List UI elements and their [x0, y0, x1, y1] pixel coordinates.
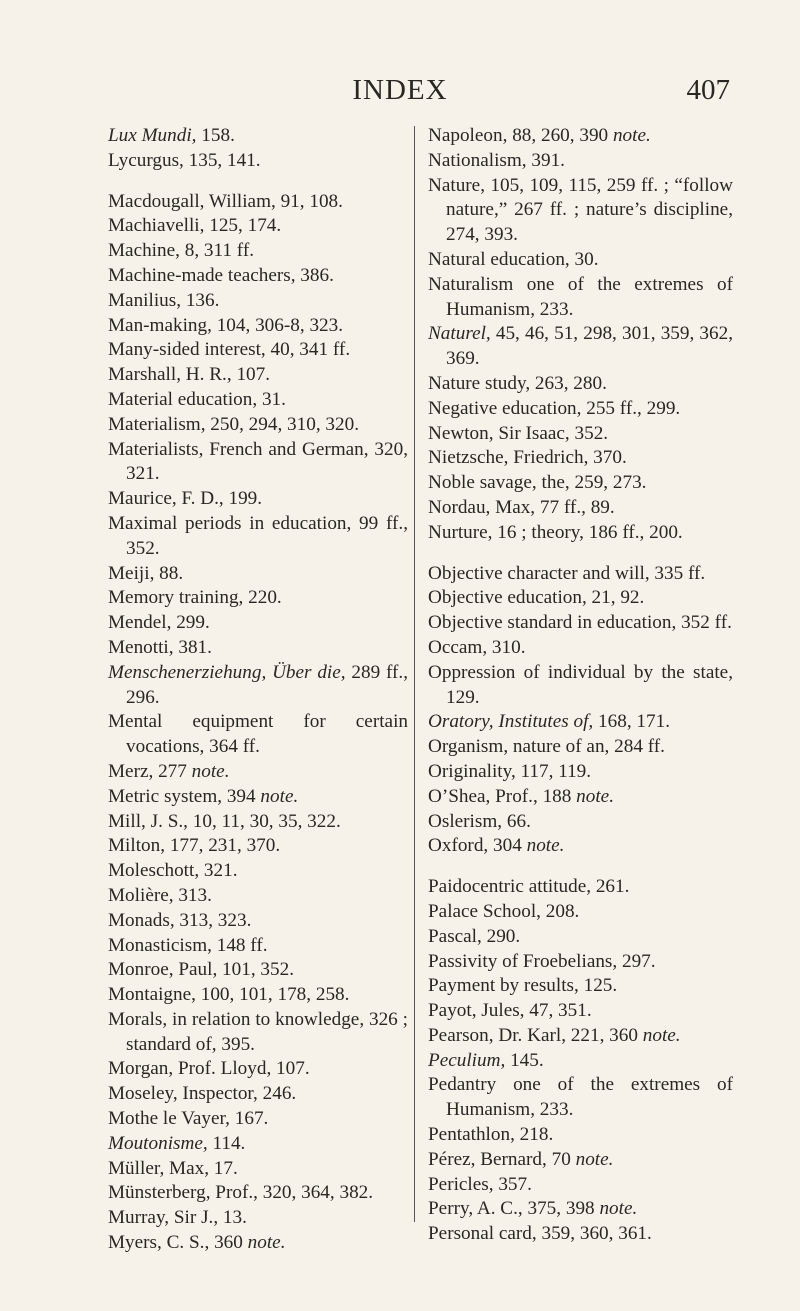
index-entry-text: Material education, 31.: [108, 388, 286, 410]
page-number: 407: [686, 74, 730, 106]
index-entry: [108, 363, 408, 388]
index-entry: [428, 810, 733, 835]
index-entry-text: Machine-made teachers, 386.: [108, 264, 334, 286]
index-entry: [108, 934, 408, 959]
index-entry-text: Machine, 8, 311 ff.: [108, 240, 255, 262]
index-entry: [108, 760, 408, 785]
index-entry: [108, 1082, 408, 1107]
index-entry: [108, 314, 408, 339]
index-entry-text: Pedantry one of the extremes of Humanism, 233.: [428, 1074, 733, 1121]
index-entry-italic-text: Oratory, Institutes of,: [428, 711, 594, 733]
index-entry-italic-text: note.: [247, 1232, 286, 1254]
index-entry-text: 158.: [196, 125, 235, 146]
index-entry: [108, 586, 408, 611]
index-entry-text: Noble savage, the, 259, 273.: [428, 472, 647, 494]
index-letter-group: [428, 124, 733, 546]
index-entry: [108, 487, 408, 512]
index-entry: [108, 1008, 408, 1058]
index-entry-text: Monasticism, 148 ff.: [108, 934, 268, 956]
index-entry-text: Objective standard in education, 352 ff.: [428, 612, 732, 634]
index-entry-text: Mothe le Vayer, 167.: [108, 1108, 269, 1130]
index-entry-text: Materialists, French and German, 320, 321.: [108, 438, 408, 485]
index-entry-text: Nietzsche, Friedrich, 370.: [428, 447, 627, 469]
index-entry-italic-text: note.: [599, 1198, 638, 1220]
index-entry: [108, 1132, 408, 1157]
column-divider: [414, 126, 415, 1222]
index-entry: [108, 124, 408, 149]
index-entry-text: Originality, 117, 119.: [428, 760, 592, 782]
index-entry-text: Merz, 277: [108, 760, 192, 782]
index-entry: [108, 1181, 408, 1206]
index-entry-text: Napoleon, 88, 260, 390: [428, 125, 613, 146]
index-entry-text: Pérez, Bernard, 70: [428, 1148, 576, 1170]
index-entry: [428, 273, 733, 323]
index-entry-text: Passivity of Froebelians, 297.: [428, 950, 656, 972]
index-entry: [108, 1231, 408, 1256]
index-entry: [108, 909, 408, 934]
index-entry-text: Paidocentric attitude, 261.: [428, 876, 630, 898]
index-entry-text: 114.: [207, 1132, 246, 1154]
index-entry-text: Macdougall, William, 91, 108.: [108, 190, 343, 212]
index-entry: [108, 810, 408, 835]
index-entry-text: 45, 46, 51, 298, 301, 359, 362, 369.: [446, 323, 733, 370]
index-entry: [428, 710, 733, 735]
index-entry-text: Manilius, 136.: [108, 289, 220, 311]
index-entry-text: Marshall, H. R., 107.: [108, 364, 271, 386]
index-entry-italic-text: note.: [260, 785, 299, 807]
index-entry: [428, 422, 733, 447]
index-entry: [428, 735, 733, 760]
index-entry: [428, 471, 733, 496]
index-entry: [108, 983, 408, 1008]
index-entry: [428, 834, 733, 859]
index-entry-text: Monroe, Paul, 101, 352.: [108, 959, 295, 981]
index-entry: [108, 413, 408, 438]
index-entry-text: Nature, 105, 109, 115, 259 ff. ; “follow nature,” 267 ff. ; nature’s discipline, 274, 393.: [428, 174, 733, 246]
index-entry-text: Maurice, F. D., 199.: [108, 488, 263, 510]
index-entry-text: Payot, Jules, 47, 351.: [428, 1000, 592, 1022]
index-entry-italic-text: note.: [526, 835, 565, 857]
index-column-right: [428, 124, 733, 1247]
index-entry: [428, 174, 733, 248]
index-entry: [108, 239, 408, 264]
index-entry: [428, 397, 733, 422]
index-entry-text: Pearson, Dr. Karl, 221, 360: [428, 1024, 643, 1046]
index-entry-italic-text: Moutonisme,: [108, 1132, 208, 1154]
index-entry: [428, 149, 733, 174]
index-entry: [108, 438, 408, 488]
index-entry: [428, 1222, 733, 1247]
index-entry-text: Metric system, 394: [108, 785, 261, 807]
index-entry-text: Müller, Max, 17.: [108, 1157, 238, 1179]
index-entry-text: Milton, 177, 231, 370.: [108, 835, 281, 857]
index-entry-text: Naturalism one of the extremes of Humanism, 233.: [428, 273, 733, 320]
index-entry: [428, 974, 733, 999]
index-entry-text: Münsterberg, Prof., 320, 364, 382.: [108, 1182, 374, 1204]
index-entry: [108, 512, 408, 562]
index-entry: [428, 1173, 733, 1198]
index-entry-text: 289 ff., 296.: [126, 661, 409, 708]
index-entry: [108, 562, 408, 587]
index-entry-text: Pentathlon, 218.: [428, 1124, 554, 1146]
index-entry: [428, 1197, 733, 1222]
index-entry: [108, 338, 408, 363]
index-entry: [428, 999, 733, 1024]
index-entry: [108, 149, 408, 174]
index-entry: [428, 1123, 733, 1148]
index-entry: [428, 1073, 733, 1123]
index-entry: [108, 859, 408, 884]
index-entry: [108, 388, 408, 413]
index-entry-text: Nature study, 263, 280.: [428, 372, 607, 394]
index-entry-italic-text: note.: [191, 760, 230, 782]
index-entry: [108, 264, 408, 289]
index-entry-text: Materialism, 250, 294, 310, 320.: [108, 413, 360, 435]
index-entry-text: Pascal, 290.: [428, 925, 521, 947]
index-entry: [428, 372, 733, 397]
index-entry-text: Nordau, Max, 77 ff., 89.: [428, 496, 615, 518]
index-entry: [108, 1057, 408, 1082]
index-entry-text: 145.: [505, 1049, 544, 1071]
index-entry-text: Personal card, 359, 360, 361.: [428, 1223, 652, 1245]
index-entry-italic-text: note.: [612, 125, 651, 146]
index-entry: [428, 446, 733, 471]
index-entry: [108, 289, 408, 314]
index-entry-italic-text: Lux Mundi,: [108, 125, 197, 146]
index-entry-text: Montaigne, 100, 101, 178, 258.: [108, 984, 350, 1006]
index-entry: [428, 124, 733, 149]
index-entry-text: Myers, C. S., 360: [108, 1232, 248, 1254]
index-entry-text: Many-sided interest, 40, 341 ff.: [108, 339, 351, 361]
index-entry: [428, 562, 733, 587]
page-title: INDEX: [352, 74, 448, 106]
index-letter-group: [108, 124, 408, 174]
index-entry-text: Natural education, 30.: [428, 248, 599, 270]
index-entry: [428, 785, 733, 810]
index-entry-text: Objective education, 21, 92.: [428, 587, 645, 609]
index-entry: [428, 611, 733, 636]
index-entry-text: Morals, in relation to knowledge, 326 ; standard of, 395.: [108, 1008, 408, 1055]
index-entry: [428, 875, 733, 900]
index-entry-text: 168, 171.: [593, 711, 670, 733]
index-entry: [428, 950, 733, 975]
index-entry-text: Maximal periods in education, 99 ff., 352.: [108, 512, 408, 559]
index-entry: [108, 958, 408, 983]
index-entry-text: Monads, 313, 323.: [108, 909, 252, 931]
index-entry-italic-text: Naturel,: [428, 323, 491, 345]
index-letter-group: [428, 562, 733, 860]
index-entry: [108, 611, 408, 636]
index-entry: [428, 496, 733, 521]
index-entry-text: Nationalism, 391.: [428, 149, 565, 171]
index-entry: [108, 636, 408, 661]
index-entry-text: Mental equipment for certain vocations, 364 ff.: [108, 711, 408, 758]
index-entry: [428, 248, 733, 273]
index-entry-text: Pericles, 357.: [428, 1173, 532, 1195]
index-entry-text: Murray, Sir J., 13.: [108, 1207, 247, 1229]
index-entry: [108, 710, 408, 760]
index-entry-text: O’Shea, Prof., 188: [428, 785, 577, 807]
index-entry: [428, 1148, 733, 1173]
index-entry-text: Palace School, 208.: [428, 900, 580, 922]
index-entry: [428, 900, 733, 925]
index-entry: [428, 661, 733, 711]
index-entry-italic-text: Menschenerziehung, Über die,: [108, 661, 346, 683]
index-entry-text: Objective character and will, 335 ff.: [428, 562, 706, 584]
index-entry: [428, 586, 733, 611]
index-entry: [108, 1206, 408, 1231]
index-letter-group: [428, 875, 733, 1247]
index-entry: [428, 636, 733, 661]
index-entry: [428, 521, 733, 546]
index-entry-italic-text: note.: [642, 1024, 681, 1046]
index-entry-text: Negative education, 255 ff., 299.: [428, 397, 681, 419]
index-entry-text: Mendel, 299.: [108, 612, 210, 634]
index-entry-italic-text: note.: [576, 785, 614, 807]
index-entry: [428, 760, 733, 785]
index-entry-text: Oslerism, 66.: [428, 810, 531, 832]
index-entry-text: Organism, nature of an, 284 ff.: [428, 736, 665, 758]
index-entry-text: Oxford, 304: [428, 835, 527, 857]
index-entry-text: Perry, A. C., 375, 398: [428, 1198, 600, 1220]
index-entry-text: Nurture, 16 ; theory, 186 ff., 200.: [428, 521, 683, 543]
index-entry: [108, 834, 408, 859]
index-entry-text: Molière, 313.: [108, 884, 212, 906]
index-entry: [428, 925, 733, 950]
index-entry: [108, 1107, 408, 1132]
index-entry: [108, 785, 408, 810]
index-entry: [428, 1024, 733, 1049]
index-entry-text: Payment by results, 125.: [428, 975, 618, 997]
index-entry-text: Machiavelli, 125, 174.: [108, 215, 282, 237]
index-entry-text: Memory training, 220.: [108, 587, 282, 609]
index-entry-text: Moleschott, 321.: [108, 860, 238, 882]
index-entry-text: Moseley, Inspector, 246.: [108, 1083, 297, 1105]
index-entry: [108, 190, 408, 215]
index-entry-text: Newton, Sir Isaac, 352.: [428, 422, 609, 444]
index-entry: [108, 214, 408, 239]
index-entry-text: Meiji, 88.: [108, 562, 184, 584]
index-entry: [428, 322, 733, 372]
index-entry: [108, 884, 408, 909]
index-entry-text: Morgan, Prof. Lloyd, 107.: [108, 1058, 310, 1080]
index-entry-text: Oppression of individual by the state, 129.: [428, 661, 733, 708]
index-entry-italic-text: note.: [575, 1148, 614, 1170]
index-letter-group: [108, 190, 408, 1256]
running-head: [0, 74, 800, 114]
index-entry-italic-text: Peculium,: [428, 1049, 506, 1071]
index-column-left: [108, 124, 408, 1256]
index-entry: [108, 1157, 408, 1182]
index-entry: [428, 1049, 733, 1074]
index-entry-text: Lycurgus, 135, 141.: [108, 149, 261, 171]
index-entry-text: Mill, J. S., 10, 11, 30, 35, 322.: [108, 810, 341, 832]
index-entry-text: Occam, 310.: [428, 636, 526, 658]
index-entry-text: Man-making, 104, 306-8, 323.: [108, 314, 344, 336]
index-entry-text: Menotti, 381.: [108, 636, 212, 658]
index-entry: [108, 661, 408, 711]
